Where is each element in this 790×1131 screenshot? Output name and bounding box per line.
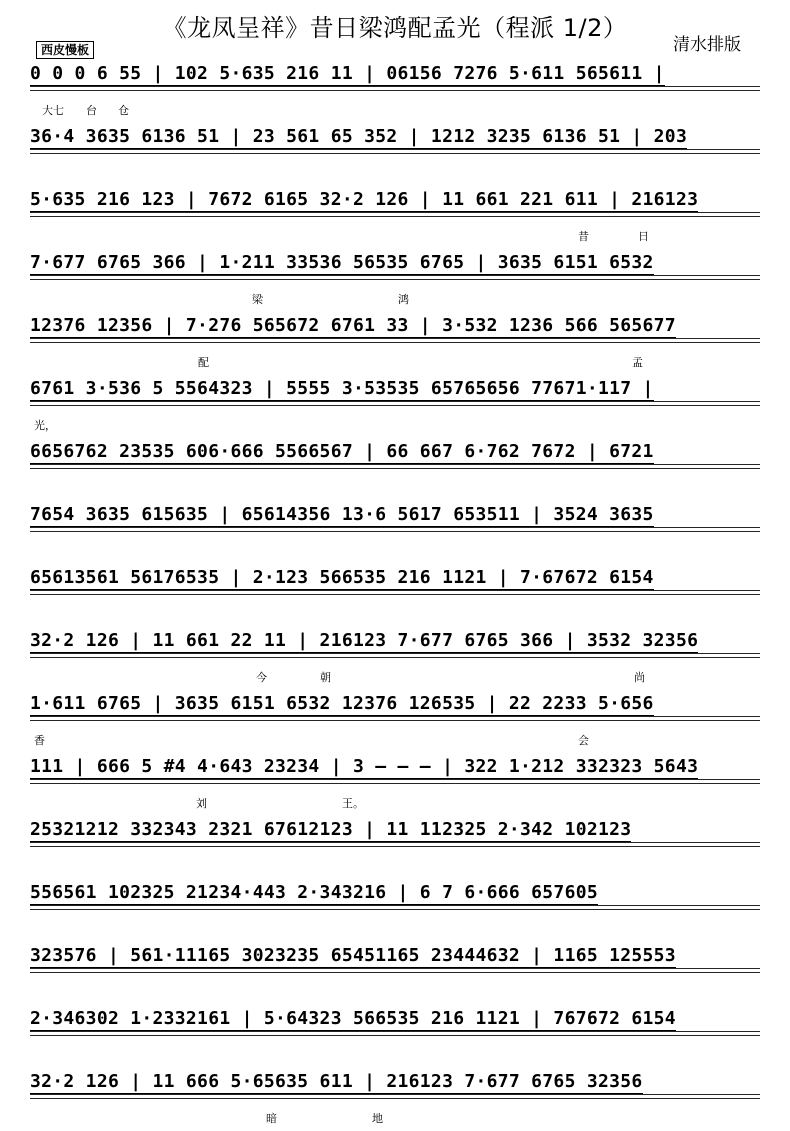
- notation-line: 32·2 126 | 11 661 22 11 | 216123 7·677 6765 366 | 3532 32356: [30, 630, 699, 651]
- lyric-char: 今: [256, 671, 267, 684]
- beat-underline: [30, 842, 760, 847]
- typesetter-credit: 清水排版: [673, 35, 741, 55]
- lyric-char: 朝: [320, 671, 331, 684]
- notation-line: 25321212 332343 2321 67612123 | 11 112325 2·342 102123: [30, 819, 632, 840]
- notation-row: [30, 186, 775, 249]
- lyric-char: 光，: [34, 419, 56, 432]
- notation-row: [30, 501, 775, 564]
- notation-line: 65613561 56176535 | 2·123 566535 216 1121 | 7·67672 6154: [30, 567, 654, 588]
- notation-line: 7654 3635 615635 | 65614356 13·6 5617 653511 | 3524 3635: [30, 504, 654, 525]
- notation-row: [30, 375, 775, 438]
- notation-line: 36·4 3635 6136 51 | 23 561 65 352 | 1212 3235 6136 51 | 203: [30, 126, 688, 147]
- beat-underline: [30, 275, 760, 280]
- notation-row: [30, 753, 775, 816]
- beat-underline: [30, 401, 760, 406]
- beat-underline: [30, 905, 760, 910]
- notation-line: 6761 3·536 5 5564323 | 5555 3·53535 65765656 77671·117 |: [30, 378, 654, 399]
- notation-line: 0 0 0 6 55 | 102 5·635 216 11 | 06156 7276 5·611 565611 |: [30, 63, 665, 84]
- tempo-tag: 西皮慢板: [36, 41, 94, 59]
- notation-row: [30, 60, 775, 123]
- notation-row: [30, 249, 775, 312]
- beat-underline: [30, 968, 760, 973]
- lyric-char: 仓: [118, 104, 129, 117]
- notation-line: 32·2 126 | 11 666 5·65635 611 | 216123 7·677 6765 32356: [30, 1071, 643, 1092]
- notation-row: [30, 1068, 775, 1131]
- lyric-char: 地: [372, 1112, 383, 1125]
- beat-underline: [30, 86, 760, 91]
- beat-underline: [30, 653, 760, 658]
- notation-line: 1·611 6765 | 3635 6151 6532 12376 126535 | 22 2233 5·656: [30, 693, 654, 714]
- beat-underline: [30, 779, 760, 784]
- beat-underline: [30, 338, 760, 343]
- lyric-char: 刘: [196, 797, 207, 810]
- beat-underline: [30, 149, 760, 154]
- lyric-char: 尚: [634, 671, 645, 684]
- beat-underline: [30, 1094, 760, 1099]
- lyric-char: 昔: [578, 230, 589, 243]
- notation-row: [30, 816, 775, 879]
- notation-row: [30, 312, 775, 375]
- notation-line: 12376 12356 | 7·276 565672 6761 33 | 3·532 1236 566 565677: [30, 315, 676, 336]
- lyric-char: 大七: [42, 104, 64, 117]
- notation-sheet: [30, 60, 775, 1131]
- lyric-char: 暗: [266, 1112, 277, 1125]
- notation-line: 2·346302 1·2332161 | 5·64323 566535 216 1121 | 767672 6154: [30, 1008, 676, 1029]
- beat-underline: [30, 527, 760, 532]
- beat-underline: [30, 464, 760, 469]
- notation-row: [30, 1005, 775, 1068]
- lyric-char: 台: [86, 104, 97, 117]
- lyric-char: 孟: [632, 356, 643, 369]
- beat-underline: [30, 212, 760, 217]
- lyric-char: 王。: [342, 797, 364, 810]
- notation-line: 6656762 23535 606·666 5566567 | 66 667 6·762 7672 | 6721: [30, 441, 654, 462]
- notation-line: 7·677 6765 366 | 1·211 33536 56535 6765 | 3635 6151 6532: [30, 252, 654, 273]
- lyric-char: 鸿: [398, 293, 409, 306]
- notation-row: [30, 690, 775, 753]
- lyric-char: 配: [198, 356, 209, 369]
- beat-underline: [30, 590, 760, 595]
- beat-underline: [30, 716, 760, 721]
- notation-line: 111 | 666 5 #4 4·643 23234 | 3 — — — | 322 1·212 332323 5643: [30, 756, 699, 777]
- notation-row: [30, 438, 775, 501]
- notation-line: 323576 | 561·11165 3023235 65451165 23444632 | 1165 125553: [30, 945, 676, 966]
- notation-row: [30, 627, 775, 690]
- beat-underline: [30, 1031, 760, 1036]
- notation-line: 556561 102325 21234·443 2·343216 | 6 7 6·666 657605: [30, 882, 598, 903]
- lyric-char: 梁: [252, 293, 263, 306]
- notation-row: [30, 564, 775, 627]
- score-title: 《龙凤呈祥》昔日梁鸿配孟光（程派 1/2）: [162, 14, 628, 42]
- notation-row: [30, 942, 775, 1005]
- notation-line: 5·635 216 123 | 7672 6165 32·2 126 | 11 661 221 611 | 216123: [30, 189, 699, 210]
- notation-row: [30, 879, 775, 942]
- notation-row: [30, 123, 775, 186]
- lyric-char: 会: [578, 734, 589, 747]
- lyric-char: 日: [638, 230, 649, 243]
- lyric-char: 香: [34, 734, 45, 747]
